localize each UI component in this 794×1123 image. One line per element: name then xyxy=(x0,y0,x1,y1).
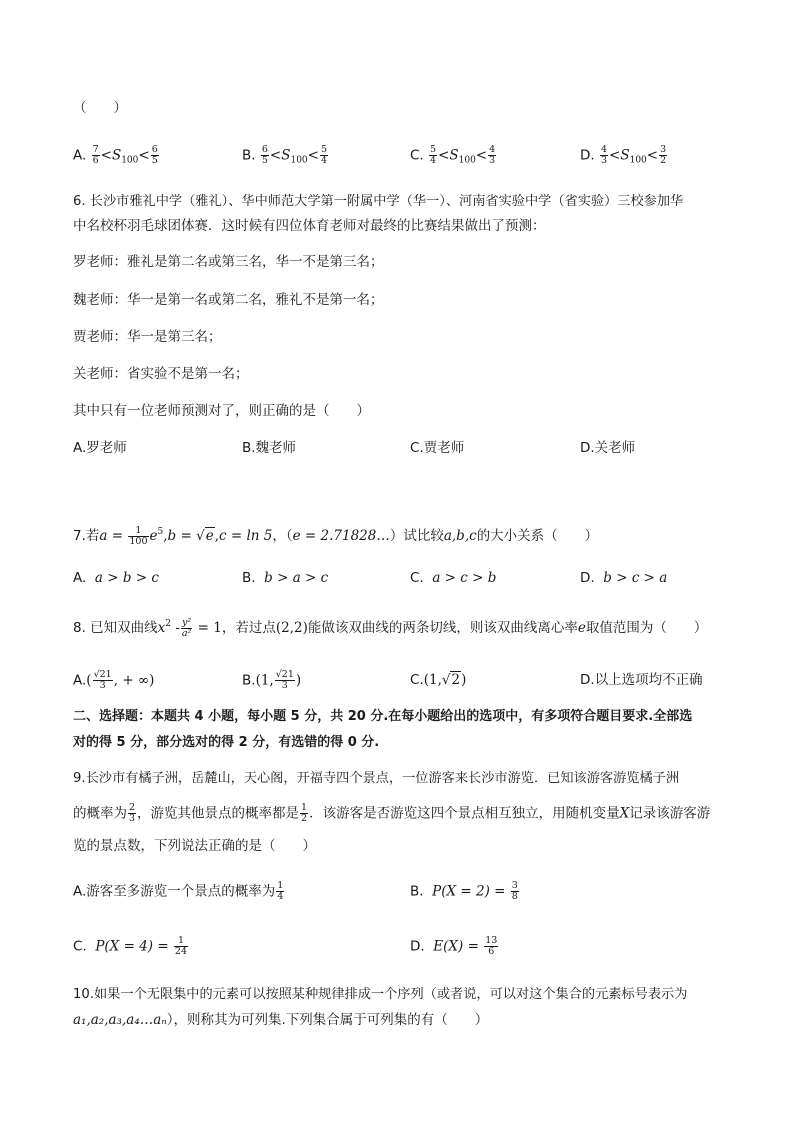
q10-stem-line2: a₁,a₂,a₃,a₄…aₙ），则称其为可列集.下列集合属于可列集的有（ ） xyxy=(73,1012,489,1028)
q9-stem-line3: 览的景点数，下列说法正确的是（ ） xyxy=(73,838,316,854)
q6-stem-line2: 中名校杯羽毛球团体赛．这时候有四位体育老师对最终的比赛结果做出了预测： xyxy=(73,218,546,234)
q8-option-d[interactable]: D.以上选项均不正确 xyxy=(580,672,703,688)
q6-question: 其中只有一位老师预测对了，则正确的是（ ） xyxy=(73,403,370,419)
q5-option-d[interactable]: D. $\frac{4}{3}$ $<S_{100}<$ $\frac{3}{2}$ xyxy=(580,144,667,166)
q9-stem-line1: 9.长沙市有橘子洲，岳麓山，天心阁，开福寺四个景点，一位游客来长沙市游览．已知该游客游览橘子洲 xyxy=(73,771,680,786)
q8-option-a[interactable]: A.( $\frac{√21}{3}$ , + ∞) xyxy=(73,669,155,691)
section-2-heading-line2: 对的得 5 分，部分选对的得 2 分，有选错的得 0 分. xyxy=(73,735,380,750)
q7-stem: 7.若a = $\frac{1}{100}$ $e^5,b = √e,c = \ln 5$，（e = 2.71828…）试比较a,b,c的大小关系（ ） xyxy=(73,524,599,547)
q5-option-b[interactable]: B. $\frac{6}{5}$ $<S_{100}<$ $\frac{5}{4}$ xyxy=(242,144,328,166)
q7-option-b[interactable]: B. b > a > c xyxy=(242,570,329,586)
q9-option-d[interactable]: D. E(X) = $\frac{13}{6}$ xyxy=(410,935,498,957)
q6-stem-line1: 6. 长沙市雅礼中学（雅礼）、华中师范大学第一附属中学（华一）、河南省实验中学（省实验）三校参加华 xyxy=(73,194,684,209)
q9-option-a[interactable]: A.游客至多游览一个景点的概率为 $\frac{1}{4}$ xyxy=(73,880,284,902)
q7-option-d[interactable]: D. b > c > a xyxy=(580,570,668,586)
q6-option-c[interactable]: C.贾老师 xyxy=(410,440,465,456)
section-2-heading-line1: 二、选择题：本题共 4 小题，每小题 5 分，共 20 分.在每小题给出的选项中，有多项符合题目要求.全部选 xyxy=(73,709,693,724)
q10-stem-line1: 10.如果一个无限集中的元素可以按照某种规律排成一个序列（或者说，可以对这个集合的元素标号表示为 xyxy=(73,987,688,1002)
q8-stem: 8. 已知双曲线$x^2$ - $\frac{\text{y²}}{\text{a²}}$ = 1，若过点(2,2)能做该双曲线的两条切线，则该双曲线离心率e取值范围为（ ） xyxy=(73,616,708,639)
q8-option-b[interactable]: B.(1, $\frac{√21}{3}$ ) xyxy=(242,669,302,691)
q6-prediction-1: 罗老师：雅礼是第二名或第三名，华一不是第三名； xyxy=(73,254,384,270)
q5-option-c[interactable]: C. $\frac{5}{4}$ $<S_{100}<$ $\frac{4}{3}$ xyxy=(410,144,496,166)
q5-option-a[interactable]: A. $\frac{7}{6}$ $<S_{100}<$ $\frac{6}{5}$ xyxy=(73,144,158,166)
q9-option-c[interactable]: C. P(X = 4) = $\frac{1}{24}$ xyxy=(73,935,188,957)
q7-option-c[interactable]: C. a > c > b xyxy=(410,570,497,586)
q6-prediction-4: 关老师：省实验不是第一名； xyxy=(73,366,249,382)
q6-option-b[interactable]: B.魏老师 xyxy=(242,440,297,456)
q5-paren: （ ） xyxy=(73,100,127,116)
q9-option-b[interactable]: B. P(X = 2) = $\frac{3}{8}$ xyxy=(410,880,518,902)
q6-option-a[interactable]: A.罗老师 xyxy=(73,440,127,456)
q9-stem-line2: 的概率为 $\frac{2}{3}$ ，游览其他景点的概率都是 $\frac{1}{2}$ ．该游客是否游览这四个景点相互独立，用随机变量X记录该游客游 xyxy=(73,802,711,824)
q8-option-c[interactable]: C.(1,√2) xyxy=(410,672,467,688)
q6-prediction-3: 贾老师：华一是第三名； xyxy=(73,329,222,345)
q6-prediction-2: 魏老师：华一是第一名或第二名，雅礼不是第一名； xyxy=(73,292,384,308)
q6-option-d[interactable]: D.关老师 xyxy=(580,440,636,456)
q7-option-a[interactable]: A. a > b > c xyxy=(73,570,159,586)
